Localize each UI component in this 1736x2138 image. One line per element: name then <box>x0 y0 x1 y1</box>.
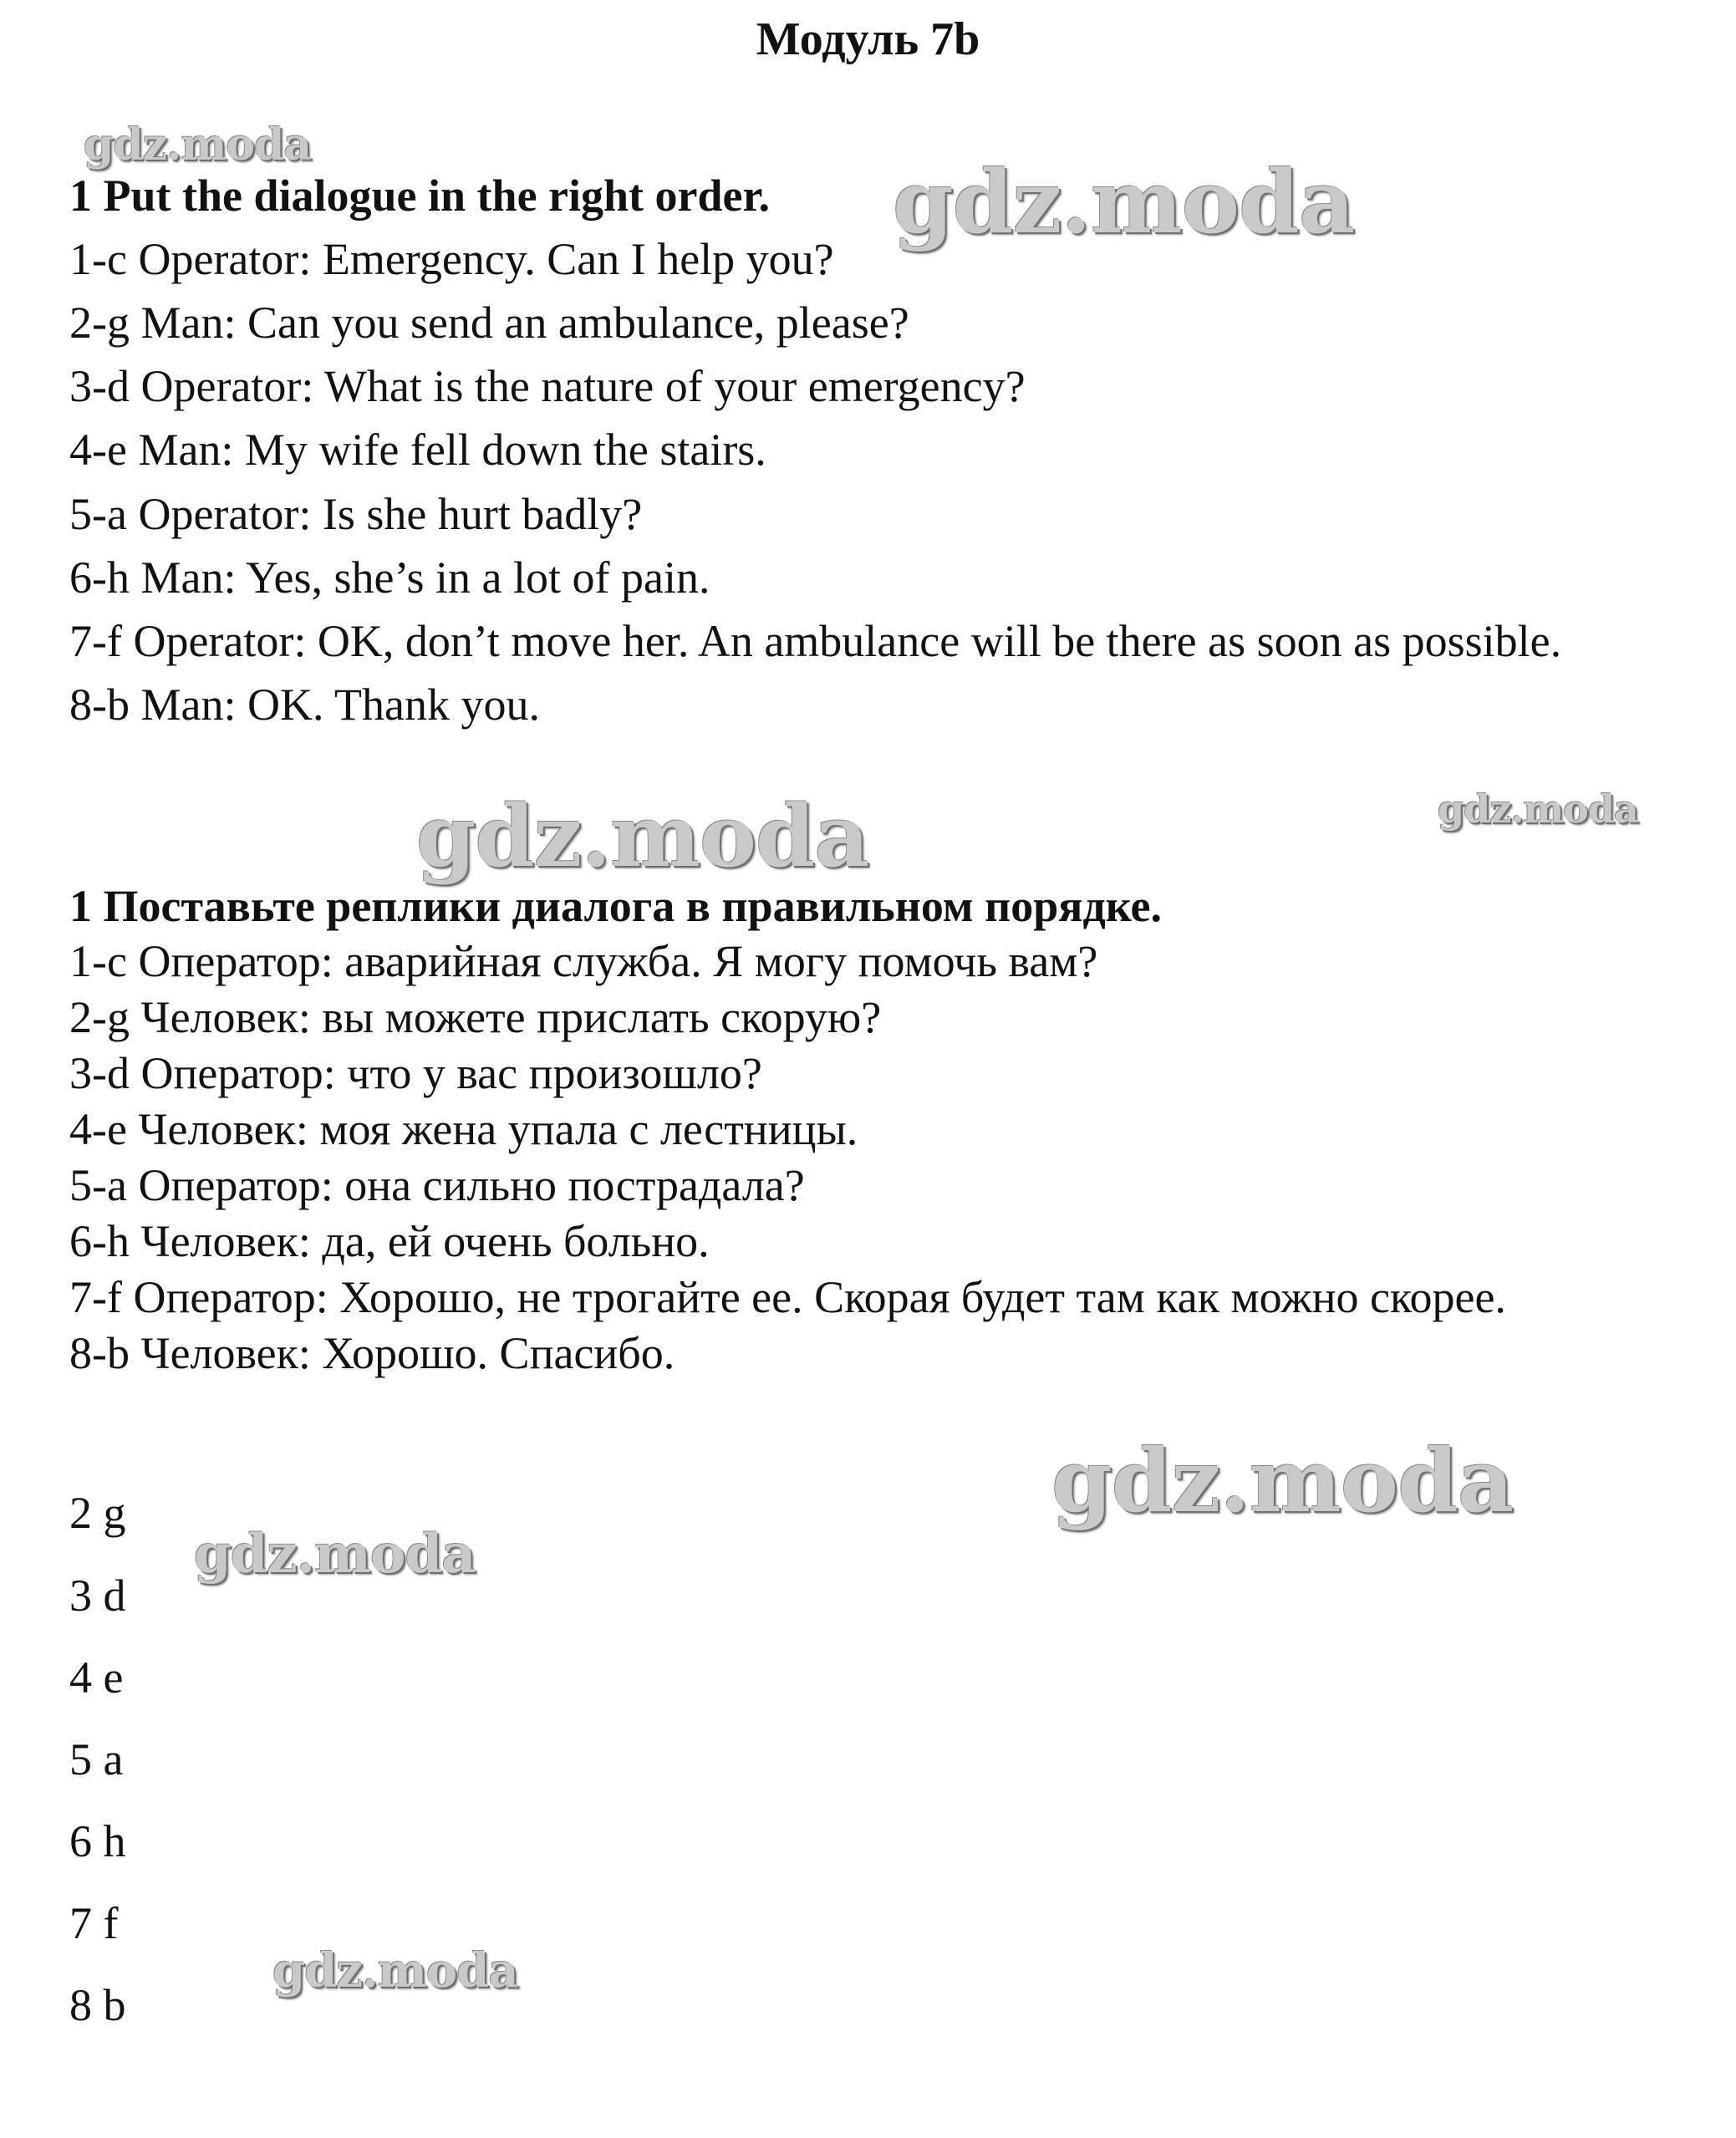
dialogue-line-ru: 2-g Человек: вы можете прислать скорую? <box>69 992 882 1042</box>
dialogue-line-ru: 4-e Человек: моя жена упала с лестницы. <box>69 1104 858 1154</box>
answer-item: 6 h <box>69 1816 126 1866</box>
dialogue-line-ru: 5-a Оператор: она сильно пострадала? <box>69 1160 805 1210</box>
watermark: gdz.moda <box>194 1523 476 1586</box>
dialogue-line-ru: 3-d Оператор: что у вас произошло? <box>69 1048 762 1098</box>
dialogue-line-en: 4-e Man: My wife fell down the stairs. <box>69 425 766 475</box>
watermark: gdz.moda <box>416 786 869 887</box>
answer-item: 2 g <box>69 1488 126 1538</box>
dialogue-line-en: 2-g Man: Can you send an ambulance, please? <box>69 298 909 348</box>
answer-item: 5 a <box>69 1734 124 1784</box>
watermark: gdz.moda <box>1051 1429 1514 1532</box>
watermark: gdz.moda <box>84 120 312 171</box>
dialogue-line-en: 7-f Operator: OK, don’t move her. An ambulance will be there as soon as possible. <box>69 616 1562 666</box>
answer-item: 4 e <box>69 1652 124 1703</box>
watermark: gdz.moda <box>272 1943 518 1998</box>
dialogue-line-en: 8-b Man: OK. Thank you. <box>69 680 540 730</box>
dialogue-line-en: 3-d Operator: What is the nature of your emergency? <box>69 361 1026 411</box>
dialogue-line-ru: 8-b Человек: Хорошо. Спасибо. <box>69 1328 675 1378</box>
watermark: gdz.moda <box>1438 786 1638 832</box>
page-title: Модуль 7b <box>756 13 980 65</box>
answer-item: 7 f <box>69 1898 119 1948</box>
watermark: gdz.moda <box>893 150 1355 253</box>
dialogue-line-ru: 7-f Оператор: Хорошо, не трогайте ее. Скорая будет там как можно скорее. <box>69 1272 1506 1322</box>
dialogue-line-ru: 1-c Оператор: аварийная служба. Я могу помочь вам? <box>69 936 1098 986</box>
dialogue-line-en: 5-a Operator: Is she hurt badly? <box>69 489 643 539</box>
answer-item: 8 b <box>69 1980 126 2030</box>
exercise-heading-ru: 1 Поставьте реплики диалога в правильном порядке. <box>69 881 1162 931</box>
exercise-heading-en: 1 Put the dialogue in the right order. <box>69 171 771 221</box>
dialogue-line-en: 1-c Operator: Emergency. Can I help you? <box>69 234 834 284</box>
dialogue-line-ru: 6-h Человек: да, ей очень больно. <box>69 1216 710 1266</box>
answer-item: 3 d <box>69 1570 126 1621</box>
dialogue-line-en: 6-h Man: Yes, she’s in a lot of pain. <box>69 552 710 603</box>
